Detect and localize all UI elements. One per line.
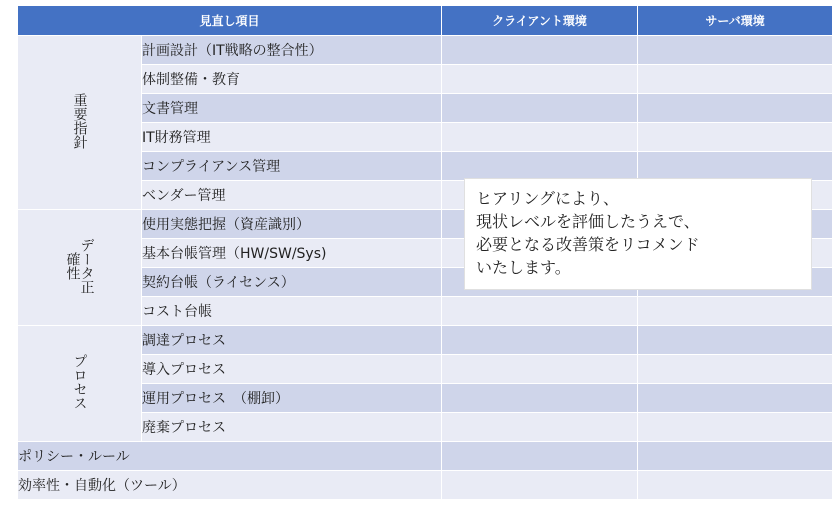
category-key-policy [18,36,142,210]
row-label: ベンダー管理 [142,181,442,210]
client-cell[interactable] [442,152,638,181]
header-row [18,6,833,36]
client-cell[interactable] [442,471,638,500]
callout-line: ヒアリングにより、 [476,189,620,208]
row-label: 廃棄プロセス [142,413,442,442]
table-row [18,471,833,500]
server-cell[interactable] [638,384,833,413]
client-cell[interactable] [442,384,638,413]
row-label-policy-rules: ポリシー・ルール [18,442,442,471]
client-cell[interactable] [442,36,638,65]
client-cell[interactable] [442,94,638,123]
category-label: プロセス [71,353,88,410]
row-label: 文書管理 [142,94,442,123]
client-cell[interactable] [442,413,638,442]
row-label: 計画設計（IT戦略の整合性） [142,36,442,65]
table-row [18,326,833,355]
server-cell[interactable] [638,355,833,384]
row-label: 使用実態把握（資産識別） [142,210,442,239]
category-data-accuracy [18,210,142,326]
header-server-env: サーバ環境 [638,6,833,36]
server-cell[interactable] [638,65,833,94]
row-label: 導入プロセス [142,355,442,384]
server-cell[interactable] [638,94,833,123]
client-cell[interactable] [442,123,638,152]
client-cell[interactable] [442,355,638,384]
callout-line: 現状レベルを評価したうえで、 [476,212,700,231]
server-cell[interactable] [638,471,833,500]
server-cell[interactable] [638,36,833,65]
recommendation-callout [464,178,812,290]
client-cell[interactable] [442,297,638,326]
row-label-efficiency-tools: 効率性・自動化（ツール） [18,471,442,500]
row-label: 基本台帳管理（HW/SW/Sys) [142,239,442,268]
server-cell[interactable] [638,326,833,355]
category-label: 重要指針 [71,92,88,149]
client-cell[interactable] [442,65,638,94]
callout-line: 必要となる改善策をリコメンド [476,235,700,254]
header-client-env: クライアント環境 [442,6,638,36]
server-cell[interactable] [638,297,833,326]
row-label: 体制整備・教育 [142,65,442,94]
callout-line: いたします。 [476,258,571,277]
row-label: コスト台帳 [142,297,442,326]
server-cell[interactable] [638,123,833,152]
row-label: 契約台帳（ライセンス） [142,268,442,297]
server-cell[interactable] [638,413,833,442]
row-label: 調達プロセス [142,326,442,355]
server-cell[interactable] [638,442,833,471]
row-label: コンプライアンス管理 [142,152,442,181]
client-cell[interactable] [442,442,638,471]
category-process [18,326,142,442]
category-label: データ正確性 [64,237,95,294]
row-label: IT財務管理 [142,123,442,152]
table-row [18,36,833,65]
row-label: 運用プロセス （棚卸） [142,384,442,413]
server-cell[interactable] [638,152,833,181]
header-review-item: 見直し項目 [18,6,442,36]
table-row [18,442,833,471]
client-cell[interactable] [442,326,638,355]
